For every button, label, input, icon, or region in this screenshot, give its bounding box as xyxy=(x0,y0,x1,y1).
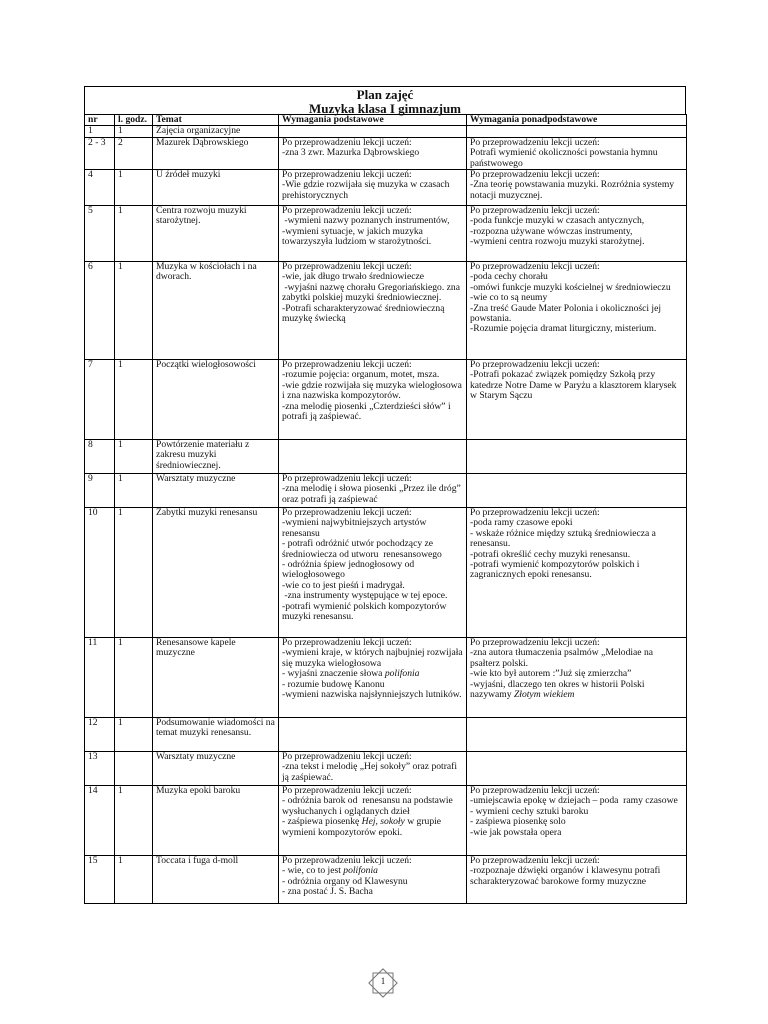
table-row xyxy=(85,170,687,206)
row-basic-requirements xyxy=(279,206,467,262)
requirement-line: -wie co to są neumy xyxy=(470,292,548,304)
requirement-line: -umiejscawia epokę w dziejach – poda ramy czasowe xyxy=(470,795,678,807)
row-topic xyxy=(153,474,279,508)
requirement-line: -wie, jak długo trwało średniowiecze xyxy=(282,271,424,283)
row-hours: 1 xyxy=(115,360,153,440)
row-extended-requirements xyxy=(467,752,687,786)
requirement-line: Po przeprowadzeniu lekcji uczeń: xyxy=(282,637,412,649)
row-topic xyxy=(153,360,279,440)
row-number: 14 xyxy=(85,786,115,856)
requirement-line: - rozumie budowę Kanonu xyxy=(282,678,385,690)
requirement-line: Początki wielogłosowości xyxy=(156,359,256,371)
row-number: 2 - 3 xyxy=(85,137,115,169)
page-number-badge xyxy=(366,966,400,1000)
requirement-line: -wie co to jest pieśń i madrygał. xyxy=(282,579,405,591)
requirement-line: Po przeprowadzeniu lekcji uczeń: xyxy=(282,473,412,485)
table-row xyxy=(85,752,687,786)
table-row xyxy=(85,262,687,360)
requirement-line: -potrafi wymienić polskich kompozytorów muzyki renesansu. xyxy=(282,600,449,623)
row-hours: 1 xyxy=(115,718,153,752)
requirement-line: Podsumowanie wiadomości na temat muzyki renesansu. xyxy=(156,717,278,739)
row-topic xyxy=(153,206,279,262)
row-number: 10 xyxy=(85,508,115,638)
row-number: 12 xyxy=(85,718,115,752)
requirement-line: - wymieni cechy sztuki baroku xyxy=(470,805,589,817)
requirement-line: Po przeprowadzeniu lekcji uczeń: xyxy=(282,507,412,519)
requirement-line: - odróżnia organy od Klawesynu xyxy=(282,875,408,887)
row-topic xyxy=(153,440,279,474)
row-basic-requirements xyxy=(279,360,467,440)
requirement-line: -rozpoznaje dźwięki organów i klawesynu potrafi scharakteryzować barokowe formy muzyczne xyxy=(470,865,663,887)
requirement-line: U źródeł muzyki xyxy=(156,169,221,181)
requirement-line: - wyjaśni znaczenie słowa polifonia xyxy=(282,668,420,680)
requirement-line: Toccata i fuga d-moll xyxy=(156,855,239,867)
requirement-line: -Potrafi scharakteryzować średniowieczną muzykę świecką xyxy=(282,302,447,325)
requirement-line: Po przeprowadzeniu lekcji uczeń: xyxy=(470,169,600,181)
row-extended-requirements xyxy=(467,718,687,752)
column-header-hours: l. godz. xyxy=(115,115,153,126)
requirement-line: - odróżnia barok od renesansu na podstawie wysłuchanych i oglądanych dzieł xyxy=(282,795,456,817)
row-hours: 1 xyxy=(115,508,153,638)
row-topic xyxy=(153,718,279,752)
requirement-line: -wie gdzie rozwijała się muzyka wielogłosowa i zna nazwiska kompozytorów. xyxy=(282,379,465,402)
table-row xyxy=(85,137,687,169)
requirement-line: -poda cechy chorału xyxy=(470,271,548,283)
requirement-line: Warsztaty muzyczne xyxy=(156,751,236,763)
table-row xyxy=(85,440,687,474)
requirement-line: -zna 3 zwr. Mazurka Dąbrowskiego xyxy=(282,147,420,159)
row-number: 8 xyxy=(85,440,115,474)
requirement-line: -wymieni kraje, w których najbujniej rozwijała się muzyka wielogłosowa xyxy=(282,647,466,669)
requirement-line: Po przeprowadzeniu lekcji uczeń: xyxy=(470,205,600,217)
requirement-line: -potrafi wymienić kompozytorów polskich i zagranicznych epoki renesansu. xyxy=(470,559,642,581)
requirement-line: -Rozumie pojęcia dramat liturgiczny, misterium. xyxy=(470,323,657,335)
row-extended-requirements xyxy=(467,440,687,474)
row-number: 5 xyxy=(85,206,115,262)
requirement-line: -zna melodię i słowa piosenki „Przez ile dróg” oraz potrafi ją zaśpiewać xyxy=(282,483,464,505)
row-extended-requirements xyxy=(467,170,687,206)
row-topic xyxy=(153,262,279,360)
requirement-line: -wymieni centra rozwoju muzyki starożytnej. xyxy=(470,236,645,248)
requirement-line: Po przeprowadzeniu lekcji uczeń: xyxy=(282,751,412,763)
row-extended-requirements xyxy=(467,638,687,718)
row-hours: 1 xyxy=(115,638,153,718)
table-row xyxy=(85,786,687,856)
requirement-line: -Potrafi pokazać związek pomiędzy Szkołą przy katedrze Notre Dame w Paryżu a klasztorem klarysek w Starym Sączu xyxy=(470,369,679,402)
requirement-line: Po przeprowadzeniu lekcji uczeń: xyxy=(470,136,600,148)
requirement-line: -Zna treść Gaude Mater Polonia i okoliczności jej powstania. xyxy=(470,302,664,325)
document-title: Plan zajęć xyxy=(356,87,414,102)
requirement-line: - wskaże różnice między sztuką średniowiecza a renesansu. xyxy=(470,527,659,550)
row-basic-requirements xyxy=(279,856,467,904)
requirement-line: Warsztaty muzyczne xyxy=(156,473,236,485)
row-topic xyxy=(153,126,279,137)
row-topic xyxy=(153,638,279,718)
requirement-line: -zna tekst i melodię „Hej sokoły” oraz potrafi ją zaśpiewać. xyxy=(282,761,460,783)
requirement-line: -rozpozna używane wówczas instrumenty, xyxy=(470,225,633,237)
document-title-block xyxy=(84,86,686,114)
row-basic-requirements xyxy=(279,638,467,718)
requirement-line: Po przeprowadzeniu lekcji uczeń: xyxy=(470,785,600,797)
row-topic xyxy=(153,508,279,638)
row-basic-requirements xyxy=(279,262,467,360)
row-hours: 1 xyxy=(115,440,153,474)
requirement-line: Powtórzenie materiału z zakresu muzyki średniowiecznej. xyxy=(156,439,252,471)
column-header-nr: nr xyxy=(85,115,115,126)
requirement-line: -potrafi określić cechy muzyki renesansu. xyxy=(470,548,631,560)
row-basic-requirements xyxy=(279,170,467,206)
row-topic xyxy=(153,856,279,904)
requirement-line: Zabytki muzyki renesansu xyxy=(156,507,258,519)
table-row xyxy=(85,718,687,752)
requirement-line: - odróżnia śpiew jednogłosowy od wielogłosowego xyxy=(282,559,417,581)
requirement-line: Zajęcia organizacyjne xyxy=(156,125,241,137)
row-extended-requirements xyxy=(467,137,687,169)
requirement-line: -zna instrumenty występujące w tej epoce. xyxy=(282,590,448,602)
requirement-line: -wymieni najwybitniejszych artystów renesansu xyxy=(282,517,429,539)
requirement-line: -wymieni nazwy poznanych instrumentów, xyxy=(282,215,450,227)
table-row xyxy=(85,474,687,508)
requirement-line: Po przeprowadzeniu lekcji uczeń: xyxy=(470,261,600,273)
requirement-line: -wyjaśni, dlaczego ten okres w historii Polski nazywamy Złotym wiekiem xyxy=(470,678,647,701)
lesson-plan-table xyxy=(84,114,687,904)
requirement-line: Muzyka epoki baroku xyxy=(156,785,241,797)
requirement-line: -poda ramy czasowe epoki xyxy=(470,517,573,529)
row-hours: 1 xyxy=(115,474,153,508)
requirement-line: Po przeprowadzeniu lekcji uczeń: xyxy=(470,855,600,867)
row-number: 4 xyxy=(85,170,115,206)
row-topic xyxy=(153,786,279,856)
row-hours: 1 xyxy=(115,170,153,206)
requirement-line: -rozumie pojęcia: organum, motet, msza. xyxy=(282,369,440,381)
row-topic xyxy=(153,752,279,786)
page-number: 1 xyxy=(380,976,386,986)
requirement-line: -wie jak powstała opera xyxy=(470,826,562,838)
column-header-topic: Temat xyxy=(153,115,279,126)
requirement-line: -zna melodię piosenki „Czterdzieści słów” i potrafi ją zaśpiewać. xyxy=(282,400,454,423)
requirement-line: Po przeprowadzeniu lekcji uczeń: xyxy=(282,261,412,273)
row-basic-requirements xyxy=(279,718,467,752)
row-extended-requirements xyxy=(467,262,687,360)
table-row xyxy=(85,508,687,638)
row-extended-requirements xyxy=(467,474,687,508)
row-hours: 1 xyxy=(115,262,153,360)
requirement-line: Po przeprowadzeniu lekcji uczeń: xyxy=(282,136,412,148)
row-hours: 1 xyxy=(115,856,153,904)
row-topic xyxy=(153,137,279,169)
requirement-line: -Zna teorię powstawania muzyki. Rozróżnia systemy notacji muzycznej. xyxy=(470,179,677,201)
requirement-line: Potrafi wymienić okoliczności powstania hymnu państwowego xyxy=(470,147,660,169)
requirement-line: - zaśpiewa piosenkę solo xyxy=(470,816,566,828)
row-basic-requirements xyxy=(279,474,467,508)
row-basic-requirements xyxy=(279,508,467,638)
requirement-line: Po przeprowadzeniu lekcji uczeń: xyxy=(470,637,600,649)
row-extended-requirements xyxy=(467,360,687,440)
row-number: 6 xyxy=(85,262,115,360)
table-row xyxy=(85,856,687,904)
row-number: 9 xyxy=(85,474,115,508)
table-body xyxy=(85,126,687,904)
row-hours: 2 xyxy=(115,137,153,169)
column-header-basic-requirements: Wymagania podstawowe xyxy=(279,115,467,126)
row-extended-requirements xyxy=(467,786,687,856)
row-basic-requirements xyxy=(279,786,467,856)
row-basic-requirements xyxy=(279,752,467,786)
requirement-line: -wyjaśni nazwę chorału Gregoriańskiego. zna zabytki polskiej muzyki średniowiecznej. xyxy=(282,281,463,304)
requirement-line: -wymieni sytuacje, w jakich muzyka towarzyszyła ludziom w starożytności. xyxy=(282,225,432,248)
table-row xyxy=(85,126,687,137)
requirement-line: -zna autora tłumaczenia psalmów „Melodiae na psałterz polski. xyxy=(470,647,656,669)
row-extended-requirements xyxy=(467,508,687,638)
column-header-extended-requirements: Wymagania ponadpodstawowe xyxy=(467,115,687,126)
requirement-line: -Wie gdzie rozwijała się muzyka w czasach prehistorycznych xyxy=(282,179,452,201)
requirement-line: Mazurek Dąbrowskiego xyxy=(156,136,249,148)
row-extended-requirements xyxy=(467,206,687,262)
row-basic-requirements xyxy=(279,126,467,137)
row-number: 13 xyxy=(85,752,115,786)
requirement-line: -wie kto był autorem :”Już się zmierzcha” xyxy=(470,668,632,680)
requirement-line: - zna postać J. S. Bacha xyxy=(282,886,373,898)
table-row xyxy=(85,360,687,440)
table-row xyxy=(85,206,687,262)
requirement-line: Po przeprowadzeniu lekcji uczeń: xyxy=(470,359,600,371)
row-number: 7 xyxy=(85,360,115,440)
document-page xyxy=(84,86,686,904)
requirement-line: Renesansowe kapele muzyczne xyxy=(156,637,239,659)
row-extended-requirements xyxy=(467,856,687,904)
row-hours xyxy=(115,752,153,786)
requirement-line: Po przeprowadzeniu lekcji uczeń: xyxy=(470,507,600,519)
row-number: 15 xyxy=(85,856,115,904)
table-header-row xyxy=(85,115,687,126)
requirement-line: -poda funkcje muzyki w czasach antycznych, xyxy=(470,215,645,227)
requirement-line: Po przeprowadzeniu lekcji uczeń: xyxy=(282,855,412,867)
row-hours: 1 xyxy=(115,786,153,856)
requirement-line: Po przeprowadzeniu lekcji uczeń: xyxy=(282,785,412,797)
row-topic xyxy=(153,170,279,206)
requirement-line: Muzyka w kościołach i na dworach. xyxy=(156,261,260,283)
row-hours: 1 xyxy=(115,206,153,262)
document-subtitle: Muzyka klasa I gimnazjum xyxy=(308,101,462,116)
requirement-line: Po przeprowadzeniu lekcji uczeń: xyxy=(282,205,412,217)
row-number: 1 xyxy=(85,126,115,137)
row-number: 11 xyxy=(85,638,115,718)
table-row xyxy=(85,638,687,718)
row-basic-requirements xyxy=(279,137,467,169)
row-extended-requirements xyxy=(467,126,687,137)
row-basic-requirements xyxy=(279,440,467,474)
row-hours: 1 xyxy=(115,126,153,137)
requirement-line: - potrafi odróżnić utwór pochodzący ze średniowiecza od utworu renesansowego xyxy=(282,538,442,560)
requirement-line: Po przeprowadzeniu lekcji uczeń: xyxy=(282,169,412,181)
requirement-line: Po przeprowadzeniu lekcji uczeń: xyxy=(282,359,412,371)
requirement-line: -wymieni nazwiska najsłynniejszych lutników. xyxy=(282,689,462,701)
requirement-line: - wie, co to jest polifonia xyxy=(282,865,378,877)
requirement-line: - zaśpiewa piosenkę Hej, sokoły w grupie wymieni kompozytorów epoki. xyxy=(282,816,444,838)
requirement-line: -omówi funkcje muzyki kościelnej w średniowieczu xyxy=(470,281,671,293)
requirement-line: Centra rozwoju muzyki starożytnej. xyxy=(156,205,249,227)
